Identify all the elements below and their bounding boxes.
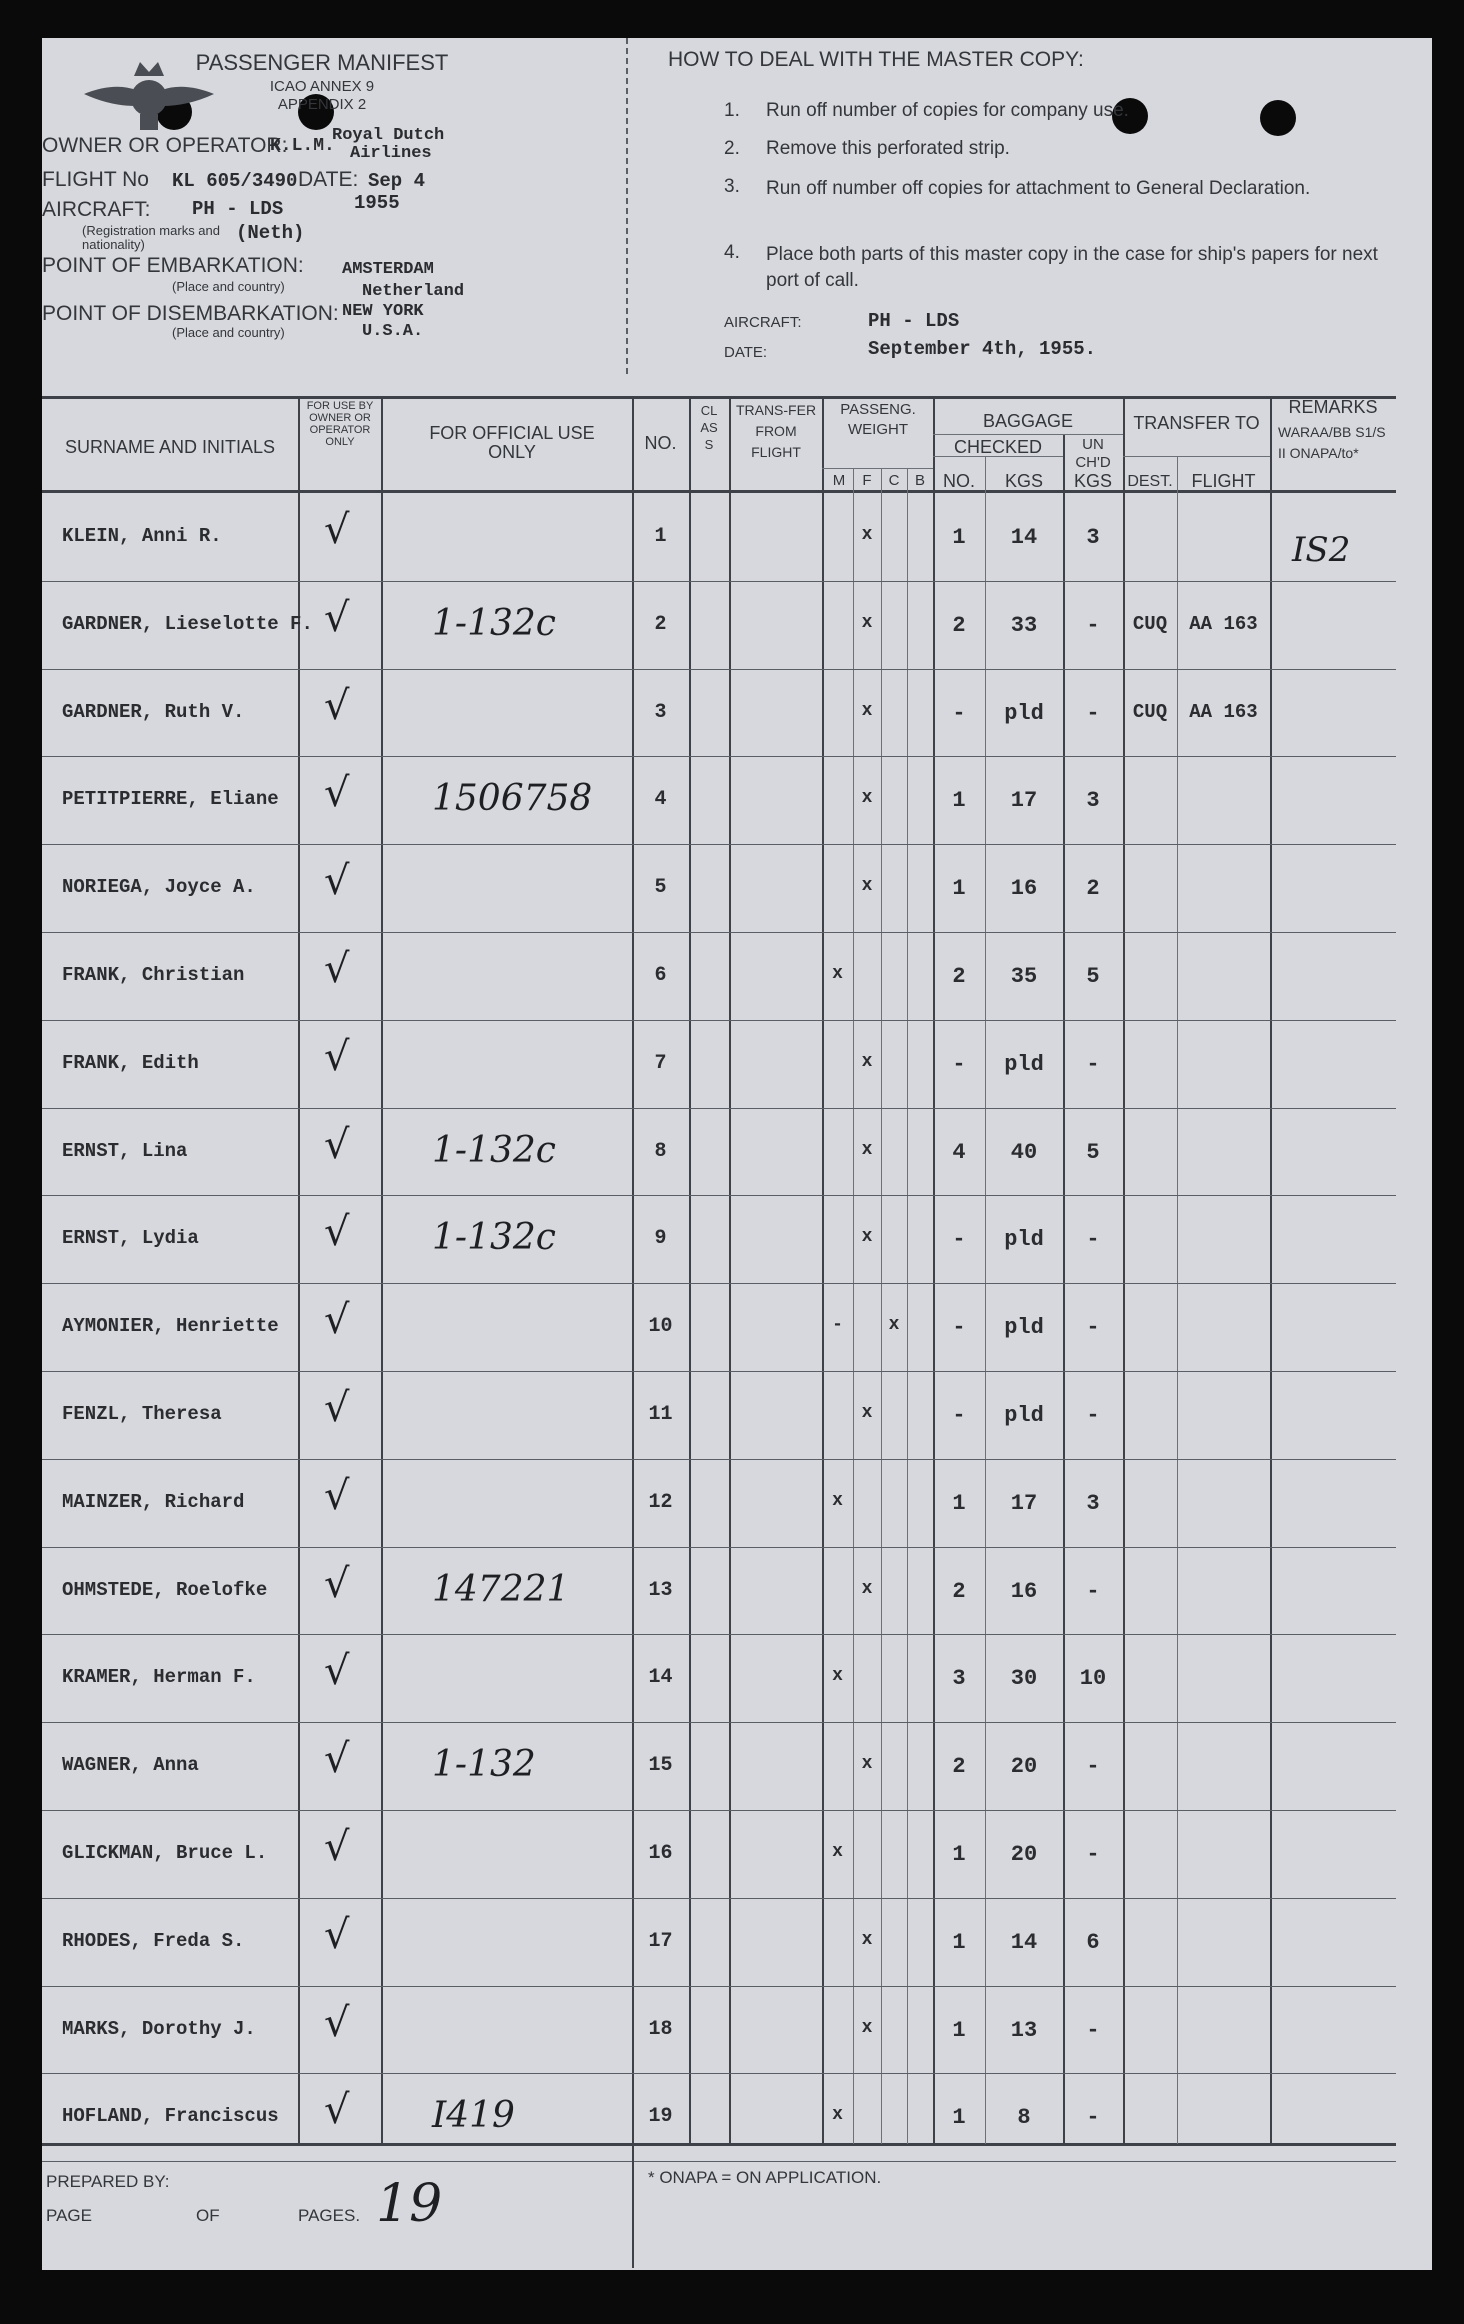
check-mark-icon: √ bbox=[324, 1472, 350, 1519]
check-mark-icon: √ bbox=[324, 858, 350, 905]
male-mark: x bbox=[832, 1666, 843, 1687]
baggage-kgs: pld bbox=[1004, 1227, 1044, 1253]
passenger-name: PETITPIERRE, Eliane bbox=[62, 788, 279, 811]
male-mark: x bbox=[832, 1490, 843, 1511]
embarkation-label: POINT OF EMBARKATION: bbox=[42, 254, 304, 277]
unchecked-kgs: - bbox=[1086, 1402, 1100, 1428]
pages-value: 19 bbox=[376, 2174, 443, 2234]
row-number: 6 bbox=[654, 963, 667, 987]
col-header-m: M bbox=[832, 472, 846, 489]
check-mark-icon: √ bbox=[324, 1384, 350, 1431]
passenger-name: GARDNER, Ruth V. bbox=[62, 700, 245, 723]
baggage-count: 1 bbox=[952, 2017, 966, 2043]
row-separator bbox=[42, 1722, 1396, 1723]
col-divider bbox=[298, 396, 300, 2144]
passenger-name: WAGNER, Anna bbox=[62, 1754, 199, 1777]
row-separator bbox=[42, 932, 1396, 933]
passenger-name: KLEIN, Anni R. bbox=[62, 524, 222, 547]
baggage-kgs: 30 bbox=[1010, 1666, 1038, 1692]
row-number: 5 bbox=[654, 876, 667, 900]
row-separator bbox=[42, 1898, 1396, 1899]
check-mark-icon: √ bbox=[324, 1823, 350, 1870]
passenger-name: ERNST, Lina bbox=[62, 1139, 188, 1162]
col-header-class: CLASS bbox=[700, 403, 718, 452]
col-header-dest: DEST. bbox=[1127, 473, 1173, 490]
baggage-kgs: pld bbox=[1004, 700, 1044, 726]
date-value: Sep 4 bbox=[368, 170, 426, 192]
appendix-label: APPENDIX 2 bbox=[277, 96, 367, 113]
check-mark-icon: √ bbox=[324, 770, 350, 817]
embarkation-value: AMSTERDAM bbox=[342, 260, 434, 279]
instruction-item: Run off number off copies for attachment to General Declaration. bbox=[766, 178, 1311, 199]
unchecked-kgs: - bbox=[1086, 1227, 1100, 1253]
unchecked-kgs: 2 bbox=[1086, 876, 1100, 902]
col-header-c: C bbox=[888, 472, 900, 489]
instruction-item: Place both parts of this master copy in the case for ship's papers for next port of call. bbox=[766, 244, 1378, 291]
col-header-bag-no: NO. bbox=[942, 471, 975, 491]
check-mark-icon: √ bbox=[324, 682, 350, 729]
col-header-flight: FLIGHT bbox=[1191, 471, 1256, 491]
official-number: 1-132c bbox=[432, 1217, 556, 1259]
baggage-kgs: 17 bbox=[1010, 788, 1038, 814]
row-number: 1 bbox=[654, 524, 667, 548]
unchecked-kgs: - bbox=[1086, 2017, 1100, 2043]
page-label: PAGE bbox=[46, 2206, 92, 2225]
passenger-name: FENZL, Theresa bbox=[62, 1402, 222, 1425]
instruction-number: 3. bbox=[724, 176, 740, 197]
check-mark-icon: √ bbox=[324, 1736, 350, 1783]
disembarkation-label: POINT OF DISEMBARKATION: bbox=[42, 302, 339, 325]
registration-note: (Registration marks and nationality) bbox=[82, 223, 220, 252]
row-number: 3 bbox=[654, 700, 667, 724]
passenger-name: RHODES, Freda S. bbox=[62, 1929, 245, 1952]
baggage-count: 2 bbox=[952, 1578, 966, 1604]
baggage-kgs: 8 bbox=[1017, 2105, 1031, 2131]
female-mark: x bbox=[861, 612, 873, 633]
female-mark: x bbox=[861, 876, 873, 897]
female-mark: x bbox=[861, 700, 873, 721]
owner-value-2: Royal Dutch bbox=[332, 126, 445, 145]
place-country-note: (Place and country) bbox=[172, 279, 285, 294]
instruction-item: Run off number of copies for company use. bbox=[766, 100, 1129, 121]
row-separator bbox=[42, 2161, 1396, 2162]
row-separator bbox=[42, 2073, 1396, 2074]
unchecked-kgs: 10 bbox=[1079, 1666, 1107, 1692]
passenger-name: FRANK, Christian bbox=[62, 963, 245, 986]
female-mark: x bbox=[861, 1929, 873, 1950]
female-mark: x bbox=[861, 1139, 873, 1160]
col-divider bbox=[689, 396, 691, 2144]
col-header-kgs: KGS bbox=[1004, 471, 1043, 491]
aircraft-label: AIRCRAFT: bbox=[42, 198, 151, 221]
col-header-b: B bbox=[914, 472, 925, 489]
official-number: 1-132c bbox=[432, 602, 556, 644]
female-mark: x bbox=[861, 1754, 873, 1775]
col-header-passeng-weight: PASSENG. WEIGHT bbox=[840, 401, 916, 438]
passenger-name: NORIEGA, Joyce A. bbox=[62, 876, 256, 899]
baggage-count: 3 bbox=[952, 1666, 966, 1692]
unchecked-kgs: 3 bbox=[1086, 524, 1100, 550]
unchecked-kgs: - bbox=[1086, 1578, 1100, 1604]
col-divider-thin bbox=[907, 468, 908, 2144]
col-divider bbox=[729, 396, 731, 2144]
col-header-baggage: BAGGAGE bbox=[982, 411, 1074, 431]
official-number: 1506758 bbox=[432, 778, 593, 820]
col-header-transfer-from: TRANS-FER FROM FLIGHT bbox=[735, 402, 817, 460]
transfer-dest: CUQ bbox=[1132, 612, 1168, 635]
check-mark-icon: √ bbox=[324, 1560, 350, 1607]
row-number: 19 bbox=[648, 2105, 673, 2129]
instr-aircraft-value: PH - LDS bbox=[868, 310, 960, 332]
male-mark: - bbox=[832, 1315, 843, 1336]
baggage-kgs: pld bbox=[1004, 1051, 1044, 1077]
baggage-kgs: 16 bbox=[1010, 1578, 1038, 1604]
baggage-kgs: 40 bbox=[1010, 1139, 1038, 1165]
female-mark: x bbox=[861, 2017, 873, 2038]
check-mark-icon: √ bbox=[324, 506, 350, 553]
unchecked-kgs: - bbox=[1086, 700, 1100, 726]
row-number: 7 bbox=[654, 1051, 667, 1075]
col-header-transfer-to: TRANSFER TO bbox=[1133, 413, 1260, 433]
unchecked-kgs: 5 bbox=[1086, 963, 1100, 989]
check-mark-icon: √ bbox=[324, 594, 350, 641]
baggage-count: 2 bbox=[952, 963, 966, 989]
unchecked-kgs: - bbox=[1086, 1754, 1100, 1780]
baggage-count: - bbox=[952, 700, 966, 726]
check-mark-icon: √ bbox=[324, 1121, 350, 1168]
transfer-dest: CUQ bbox=[1132, 700, 1168, 723]
date-label: DATE: bbox=[298, 168, 359, 191]
aircraft-value: PH - LDS bbox=[192, 198, 284, 220]
check-mark-icon: √ bbox=[324, 1297, 350, 1344]
disembarkation-country: U.S.A. bbox=[362, 322, 424, 341]
official-number: 1-132c bbox=[432, 1129, 556, 1171]
table-bottom-rule bbox=[42, 2143, 1396, 2146]
row-number: 14 bbox=[648, 1666, 673, 1690]
check-mark-icon: √ bbox=[324, 1033, 350, 1080]
row-separator bbox=[42, 1810, 1396, 1811]
owner-value: K.L.M. bbox=[270, 136, 335, 156]
date-year: 1955 bbox=[354, 192, 400, 214]
passenger-name: MARKS, Dorothy J. bbox=[62, 2017, 256, 2040]
annex-label: ICAO ANNEX 9 bbox=[269, 78, 375, 95]
check-mark-icon: √ bbox=[324, 1648, 350, 1695]
female-mark: x bbox=[861, 1402, 873, 1423]
row-number: 8 bbox=[654, 1139, 667, 1163]
baggage-kgs: 17 bbox=[1010, 1490, 1038, 1516]
flight-label: FLIGHT No bbox=[42, 168, 149, 191]
owner-label: OWNER OR OPERATOR: bbox=[42, 134, 288, 157]
place-country-note: (Place and country) bbox=[172, 325, 285, 340]
baggage-kgs: 20 bbox=[1010, 1754, 1038, 1780]
baggage-count: - bbox=[952, 1227, 966, 1253]
official-number: 1-132 bbox=[432, 1744, 536, 1786]
instr-date-value: September 4th, 1955. bbox=[868, 338, 1097, 360]
row-separator bbox=[42, 756, 1396, 757]
baggage-count: - bbox=[952, 1402, 966, 1428]
transfer-flight: AA 163 bbox=[1189, 700, 1258, 723]
baggage-kgs: 20 bbox=[1010, 1841, 1038, 1867]
row-separator bbox=[42, 1547, 1396, 1548]
check-mark-icon: √ bbox=[324, 2087, 350, 2134]
row-number: 15 bbox=[648, 1754, 673, 1778]
header-subrule bbox=[933, 434, 1123, 435]
row-number: 17 bbox=[648, 1929, 673, 1953]
col-header-surname: SURNAME AND INITIALS bbox=[64, 437, 276, 457]
row-number: 11 bbox=[648, 1402, 673, 1426]
child-mark: x bbox=[888, 1315, 900, 1336]
baggage-count: 1 bbox=[952, 788, 966, 814]
baggage-kgs: 13 bbox=[1010, 2017, 1038, 2043]
baggage-kgs: 35 bbox=[1010, 963, 1038, 989]
baggage-count: - bbox=[952, 1315, 966, 1341]
female-mark: x bbox=[861, 1051, 873, 1072]
baggage-count: 1 bbox=[952, 1929, 966, 1955]
female-mark: x bbox=[861, 524, 873, 545]
owner-value-3: Airlines bbox=[350, 144, 432, 163]
col-header-owner: FOR USE BY OWNER OR OPERATOR ONLY bbox=[306, 400, 374, 448]
col-divider bbox=[381, 396, 383, 2144]
instruction-number: 1. bbox=[724, 100, 740, 121]
baggage-kgs: 16 bbox=[1010, 876, 1038, 902]
row-separator bbox=[42, 1020, 1396, 1021]
baggage-count: 2 bbox=[952, 612, 966, 638]
table-top-rule bbox=[42, 396, 1396, 399]
row-separator bbox=[42, 1459, 1396, 1460]
female-mark: x bbox=[861, 1578, 873, 1599]
unchecked-kgs: 3 bbox=[1086, 788, 1100, 814]
col-header-remarks-sub: WARAA/BB S1/S II ONAPA/to* bbox=[1278, 424, 1386, 461]
instruction-number: 2. bbox=[724, 138, 740, 159]
col-header-checked: CHECKED bbox=[953, 437, 1042, 457]
instr-aircraft-label: AIRCRAFT: bbox=[724, 314, 802, 331]
passenger-name: MAINZER, Richard bbox=[62, 1490, 245, 1513]
col-header-official: FOR OFFICIAL USE ONLY bbox=[429, 423, 595, 462]
col-divider bbox=[822, 396, 824, 2144]
instructions-title: HOW TO DEAL WITH THE MASTER COPY: bbox=[668, 48, 1084, 71]
col-header-f: F bbox=[862, 472, 872, 489]
row-separator bbox=[42, 1108, 1396, 1109]
perforation-line bbox=[626, 38, 628, 374]
row-number: 13 bbox=[648, 1578, 673, 1602]
check-mark-icon: √ bbox=[324, 1911, 350, 1958]
male-mark: x bbox=[832, 1841, 843, 1862]
female-mark: x bbox=[861, 1227, 873, 1248]
baggage-count: 1 bbox=[952, 876, 966, 902]
unchecked-kgs: 3 bbox=[1086, 1490, 1100, 1516]
row-number: 4 bbox=[654, 788, 667, 812]
check-mark-icon: √ bbox=[324, 1999, 350, 2046]
row-number: 16 bbox=[648, 1841, 673, 1865]
onapa-note: * ONAPA = ON APPLICATION. bbox=[648, 2168, 882, 2187]
passenger-name: FRANK, Edith bbox=[62, 1051, 199, 1074]
unchecked-kgs: - bbox=[1086, 1051, 1100, 1077]
col-divider bbox=[1123, 396, 1125, 2144]
unchecked-kgs: - bbox=[1086, 1841, 1100, 1867]
class-mark: x bbox=[832, 963, 843, 984]
row-separator bbox=[42, 1283, 1396, 1284]
passenger-name: GLICKMAN, Bruce L. bbox=[62, 1841, 268, 1864]
passenger-name: HOFLAND, Franciscus bbox=[62, 2105, 279, 2128]
pages-label: PAGES. bbox=[298, 2206, 361, 2225]
baggage-count: 1 bbox=[952, 1841, 966, 1867]
row-separator bbox=[42, 1634, 1396, 1635]
unchecked-kgs: 6 bbox=[1086, 1929, 1100, 1955]
instruction-item: Remove this perforated strip. bbox=[766, 138, 1010, 159]
row-number: 2 bbox=[654, 612, 667, 636]
col-header-unchd: UN CH'D bbox=[1075, 436, 1111, 471]
passenger-name: OHMSTEDE, Roelofke bbox=[62, 1578, 268, 1601]
row-number: 18 bbox=[648, 2017, 673, 2041]
baggage-kgs: 14 bbox=[1010, 524, 1038, 550]
passenger-name: GARDNER, Lieselotte F. bbox=[62, 612, 313, 635]
baggage-count: 2 bbox=[952, 1754, 966, 1780]
footer-divider bbox=[632, 2146, 634, 2268]
passenger-name: ERNST, Lydia bbox=[62, 1227, 199, 1250]
row-separator bbox=[42, 1371, 1396, 1372]
row-separator bbox=[42, 1195, 1396, 1196]
unchecked-kgs: - bbox=[1086, 1315, 1100, 1341]
col-header-unchd-kgs: KGS bbox=[1073, 471, 1112, 491]
prepared-by-label: PREPARED BY: bbox=[46, 2172, 170, 2191]
female-mark: x bbox=[861, 788, 873, 809]
header-subrule bbox=[822, 468, 933, 469]
row-separator bbox=[42, 581, 1396, 582]
col-header-remarks: REMARKS bbox=[1288, 397, 1378, 417]
flight-value: KL 605/3490 bbox=[172, 170, 298, 192]
baggage-count: 1 bbox=[952, 2105, 966, 2131]
remark-handwritten: IS2 bbox=[1292, 530, 1351, 570]
instruction-number: 4. bbox=[724, 242, 740, 263]
check-mark-icon: √ bbox=[324, 945, 350, 992]
col-divider bbox=[933, 396, 935, 2144]
row-number: 10 bbox=[648, 1315, 673, 1339]
baggage-count: 1 bbox=[952, 1490, 966, 1516]
instr-date-label: DATE: bbox=[724, 344, 768, 361]
baggage-kgs: pld bbox=[1004, 1402, 1044, 1428]
disembarkation-value: NEW YORK bbox=[342, 302, 424, 321]
col-divider-thin bbox=[881, 468, 882, 2144]
check-mark-icon: √ bbox=[324, 1209, 350, 1256]
official-number: I419 bbox=[432, 2095, 515, 2137]
row-separator bbox=[42, 669, 1396, 670]
baggage-count: - bbox=[952, 1051, 966, 1077]
col-divider bbox=[632, 396, 634, 2144]
aircraft-nationality: (Neth) bbox=[236, 222, 305, 244]
transfer-flight: AA 163 bbox=[1189, 612, 1258, 635]
row-separator bbox=[42, 844, 1396, 845]
row-separator bbox=[42, 1986, 1396, 1987]
col-divider bbox=[1063, 434, 1065, 2144]
passenger-name: AYMONIER, Henriette bbox=[62, 1315, 279, 1338]
baggage-count: 4 bbox=[952, 1139, 966, 1165]
unchecked-kgs: - bbox=[1086, 612, 1100, 638]
baggage-kgs: 14 bbox=[1010, 1929, 1038, 1955]
unchecked-kgs: - bbox=[1086, 2105, 1100, 2131]
male-mark: x bbox=[832, 2105, 843, 2126]
unchecked-kgs: 5 bbox=[1086, 1139, 1100, 1165]
of-label: OF bbox=[196, 2206, 220, 2225]
row-number: 9 bbox=[654, 1227, 667, 1251]
embarkation-country: Netherland bbox=[362, 282, 465, 301]
row-number: 12 bbox=[648, 1490, 673, 1514]
passenger-name: KRAMER, Herman F. bbox=[62, 1666, 256, 1689]
official-number: 147221 bbox=[432, 1568, 570, 1610]
baggage-count: 1 bbox=[952, 524, 966, 550]
baggage-kgs: 33 bbox=[1010, 612, 1038, 638]
page-title: PASSENGER MANIFEST bbox=[195, 50, 449, 75]
col-divider bbox=[1270, 396, 1272, 2144]
header-subrule bbox=[1123, 456, 1270, 457]
col-header-no: NO. bbox=[644, 433, 677, 453]
baggage-kgs: pld bbox=[1004, 1315, 1044, 1341]
manifest-paper bbox=[42, 38, 1432, 2270]
